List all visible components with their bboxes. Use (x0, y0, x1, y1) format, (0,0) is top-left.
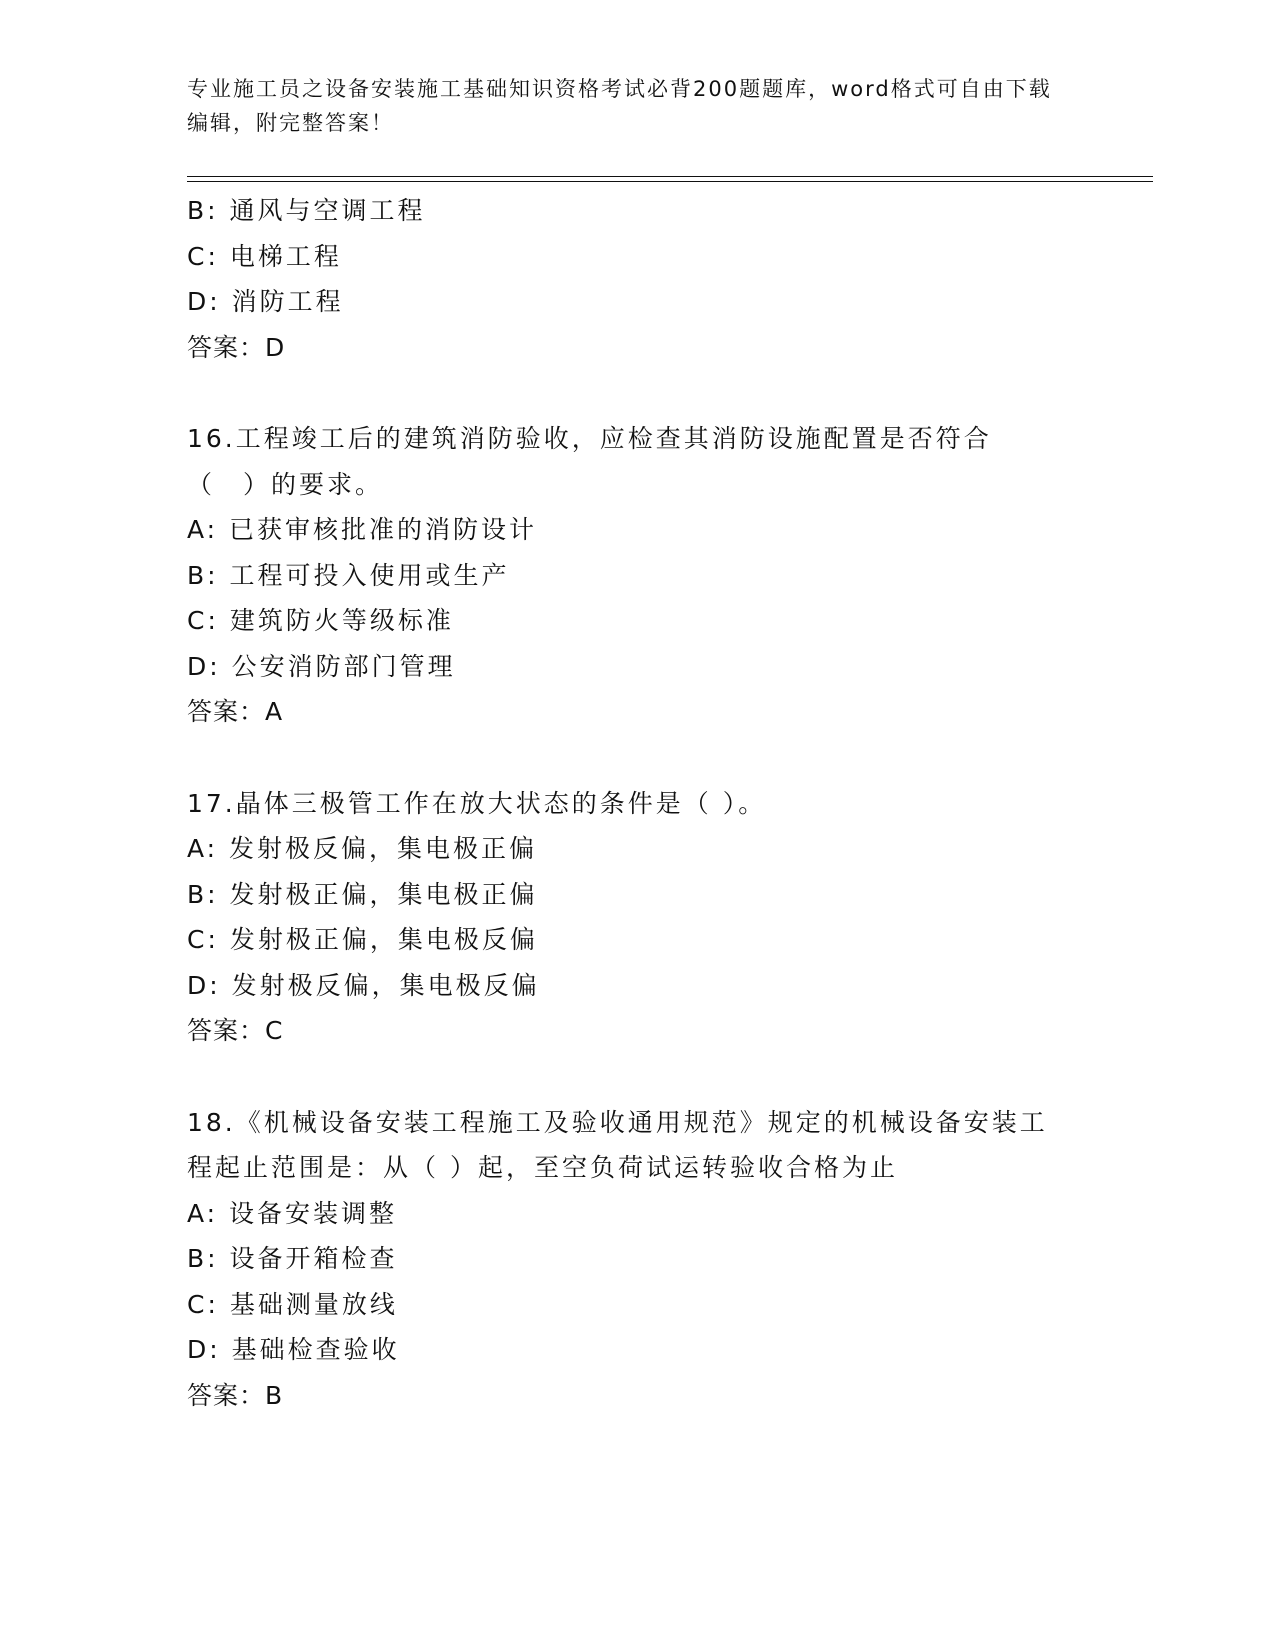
answer: 答案：A (187, 697, 284, 726)
question-block (187, 188, 1087, 370)
answer: 答案：C (187, 1016, 284, 1045)
question-block (187, 1100, 1087, 1419)
option: A: 设备安装调整 (187, 1198, 398, 1228)
option: B: 通风与空调工程 (187, 196, 426, 225)
question-text: 16.工程竣工后的建筑消防验收，应检查其消防设施配置是否符合（ ）的要求。 (187, 424, 992, 499)
option: C: 基础测量放线 (187, 1289, 398, 1319)
answer: 答案：D (187, 332, 286, 362)
option: B: 工程可投入使用或生产 (187, 560, 510, 590)
question-block (187, 416, 1087, 735)
question-text: 17.晶体三极管工作在放大状态的条件是（ ）。 (187, 788, 767, 818)
option: B: 发射极正偏，集电极正偏 (187, 879, 538, 909)
option: A: 已获审核批准的消防设计 (187, 515, 538, 544)
option: D: 公安消防部门管理 (187, 651, 456, 681)
header-divider-bottom (187, 181, 1153, 182)
option: C: 发射极正偏，集电极反偏 (187, 925, 538, 954)
header-divider-top (187, 176, 1153, 177)
option: C: 电梯工程 (187, 241, 342, 271)
question-text: 18.《机械设备安装工程施工及验收通用规范》规定的机械设备安装工程起止范围是：从（ ）起，至空负荷试运转验收合格为止 (187, 1107, 1048, 1182)
question-list (187, 188, 1087, 1418)
option: B: 设备开箱检查 (187, 1244, 398, 1273)
option: D: 消防工程 (187, 287, 344, 316)
answer: 答案：B (187, 1380, 284, 1410)
document-header: 专业施工员之设备安装施工基础知识资格考试必背200题题库，word格式可自由下载编辑，附完整答案！ (187, 77, 1052, 135)
question-block (187, 781, 1087, 1054)
option: D: 基础检查验收 (187, 1335, 400, 1364)
option: A: 发射极反偏，集电极正偏 (187, 834, 538, 863)
option: D: 发射极反偏，集电极反偏 (187, 970, 540, 1000)
option: C: 建筑防火等级标准 (187, 606, 454, 635)
